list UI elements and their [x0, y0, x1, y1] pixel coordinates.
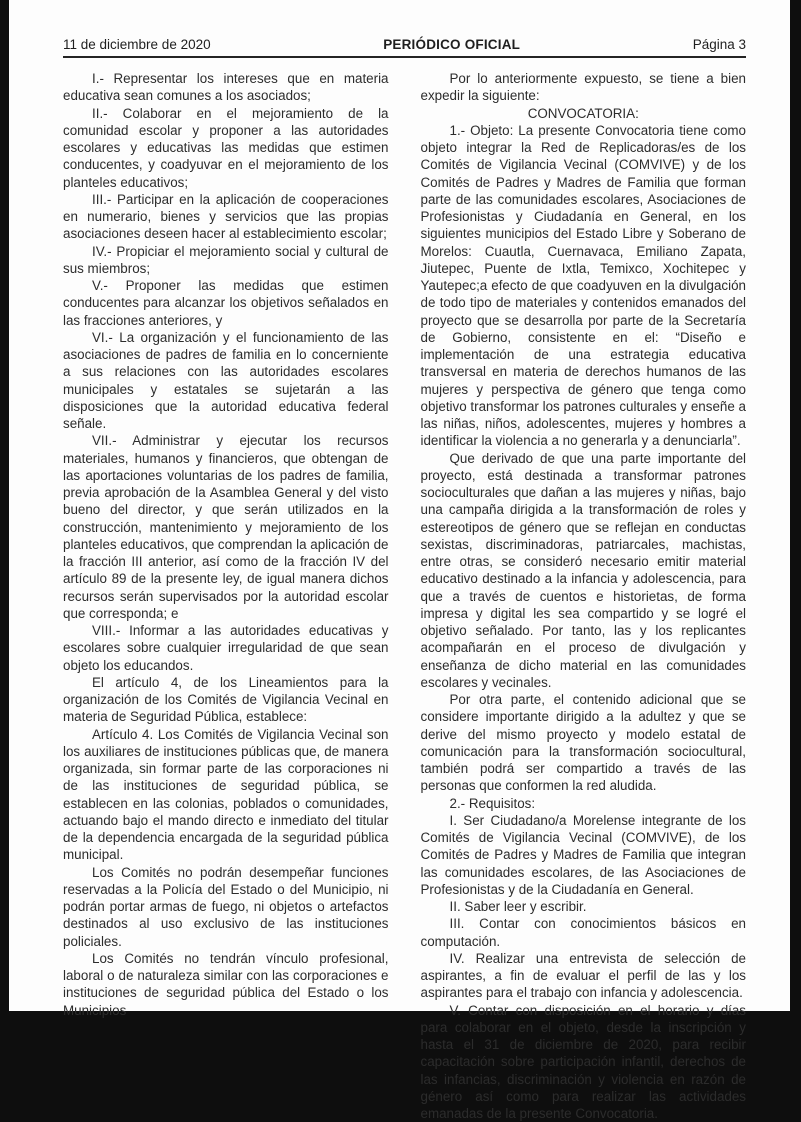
- two-column-body: [63, 70, 746, 1122]
- left-paragraph-fraction-6: VI.- La organización y el funcionamiento de las asociaciones de padres de familia en lo concerniente a sus relaciones con las autoridades escolares municipales y estatales se sujetarán a las disposiciones que la autoridad educativa federal señale.: [63, 329, 389, 433]
- left-column: [63, 70, 389, 1122]
- right-paragraph-expuesto: Por lo anteriormente expuesto, se tiene a bien expedir la siguiente:: [421, 70, 747, 105]
- left-paragraph-comites-funciones: Los Comités no podrán desempeñar funciones reservadas a la Policía del Estado o del Municipio, ni podrán portar armas de fuego, ni objetos o artefactos destinados al uso exclusivo de las instituciones policiales.: [63, 864, 389, 950]
- page-content: [9, 0, 790, 1122]
- left-paragraph-comites-vinculo: Los Comités no tendrán vínculo profesional, laboral o de naturaleza similar con las corporaciones e instituciones de seguridad pública del Estado o los Municipios: [63, 950, 389, 1019]
- right-column: [421, 70, 747, 1122]
- left-paragraph-articulo-4: Artículo 4. Los Comités de Vigilancia Vecinal son los auxiliares de instituciones públicas que, de manera organizada, sin formar parte de las corporaciones ni de las instituciones de seguridad pública, se establecen en las colonias, poblados o comunidades, actuando bajo el mando directo e inmediato del titular de la dependencia encargada de la seguridad pública municipal.: [63, 726, 389, 864]
- requisito-1: I. Ser Ciudadano/a Morelense integrante de los Comités de Vigilancia Vecinal (COMVIVE), de los Comités de Padres y Madres de Familia que integran las comunidades escolares, de las Asociaciones de Profesionistas y de la Ciudadanía en General.: [421, 812, 747, 898]
- requisito-2: II. Saber leer y escribir.: [421, 898, 747, 915]
- right-paragraph-otra-parte: Por otra parte, el contenido adicional que se considere importante dirigido a la adultez y que se derive del mismo proyecto y modelo estatal de comunicación para la transformación sociocultural, también podrá ser compartido a través de las personas que conformen la red aludida.: [421, 691, 747, 795]
- page-header: [63, 37, 746, 52]
- left-paragraph-fraction-4: IV.- Propiciar el mejoramiento social y cultural de sus miembros;: [63, 243, 389, 278]
- requisito-5: V. Contar con disposición en el horario y días para colaborar en el objeto, desde la inscripción y hasta el 31 de diciembre de 2020, para recibir capacitación sobre participación infantil, derechos de las infancias, discriminación y violencia en razón de género así como para realizar las actividades emanadas de la presente Convocatoria.: [421, 1002, 747, 1122]
- left-paragraph-fraction-5: V.- Proponer las medidas que estimen conducentes para alcanzar los objetivos señalados en las fracciones anteriores, y: [63, 277, 389, 329]
- header-date: 11 de diciembre de 2020: [63, 37, 211, 52]
- left-paragraph-fraction-1: I.- Representar los intereses que en materia educativa sean comunes a los asociados;: [63, 70, 389, 105]
- requisito-3: III. Contar con conocimientos básicos en computación.: [421, 915, 747, 950]
- left-paragraph-fraction-2: II.- Colaborar en el mejoramiento de la comunidad escolar y proponer a las autoridades escolares y educativas las medidas que estimen conducentes, y coadyuvar en el mejoramiento de los planteles educativos;: [63, 105, 389, 191]
- header-title: PERIÓDICO OFICIAL: [383, 37, 520, 52]
- left-paragraph-fraction-7: VII.- Administrar y ejecutar los recursos materiales, humanos y financieros, que obtengan de las aportaciones voluntarias de los padres de familia, previa aprobación de la Asamblea General y del visto bueno del director, y que serán utilizados en la construcción, mantenimiento y mejoramiento de los planteles educativos, que comprendan la aplicación de la fracción III anterior, así como de la fracción IV del artículo 89 de la presente ley, de igual manera dichos recursos serán supervisados por la autoridad escolar que corresponda; e: [63, 432, 389, 622]
- left-paragraph-fraction-8: VIII.- Informar a las autoridades educativas y escolares sobre cualquier irregularidad de que sean objeto los educandos.: [63, 622, 389, 674]
- document-page: [9, 0, 790, 1011]
- header-page-number: Página 3: [693, 37, 746, 52]
- left-paragraph-articulo-4-intro: El artículo 4, de los Lineamientos para la organización de los Comités de Vigilancia Vecinal en materia de Seguridad Pública, establece:: [63, 674, 389, 726]
- right-paragraph-derivado: Que derivado de que una parte importante del proyecto, está destinada a transformar patrones socioculturales que dañan a las mujeres y niñas, bajo una campaña dirigida a la transformación de roles y estereotipos de género que se reflejan en conductas sexistas, discriminadoras, patriarcales, machistas, entre otras, se consideró necesario emitir material educativo destinado a la infancia y adolescencia, para que a través de cuentos e historietas, de forma impresa y digital les sea compartido y se logré el objetivo señalado. Por tanto, las y los replicantes acompañarán en el proceso de divulgación y enseñanza de dicho material en las comunidades escolares y vecinales.: [421, 450, 747, 692]
- right-paragraph-objeto: 1.- Objeto: La presente Convocatoria tiene como objeto integrar la Red de Replicadoras/es de los Comités de Vigilancia Vecinal (COMVIVE) y de los Comités de Padres y Madres de Familia que forman parte de las comunidades escolares, Asociaciones de Profesionistas y Ciudadanía en General, en los siguientes municipios del Estado Libre y Soberano de Morelos: Cuautla, Cuernavaca, Emiliano Zapata, Jiutepec, Puente de Ixtla, Temixco, Xochitepec y Yautepec;a efecto de que coadyuven en la divulgación de todo tipo de materiales y contenidos emanados del proyecto que se desarrolla por parte de la Secretaría de Gobierno, consistente en el: “Diseño e implementación de una estrategia educativa transversal en materia de derechos humanos de las mujeres y perspectiva de género que tenga como objetivo transformar los patrones culturales y enseñe a las niñas, niños, adolescentes, mujeres y hombres a identificar la violencia a no generarla y a denunciarla”.: [421, 122, 747, 450]
- requisito-4: IV. Realizar una entrevista de selección de aspirantes, a fin de evaluar el perfil de las y los aspirantes para el trabajo con infancia y adolescencia.: [421, 950, 747, 1002]
- header-divider: [63, 56, 746, 58]
- left-paragraph-fraction-3: III.- Participar en la aplicación de cooperaciones en numerario, bienes y servicios que las propias asociaciones deseen hacer al establecimiento escolar;: [63, 191, 389, 243]
- requisitos-heading: 2.- Requisitos:: [421, 795, 747, 812]
- convocatoria-heading: CONVOCATORIA:: [421, 105, 747, 122]
